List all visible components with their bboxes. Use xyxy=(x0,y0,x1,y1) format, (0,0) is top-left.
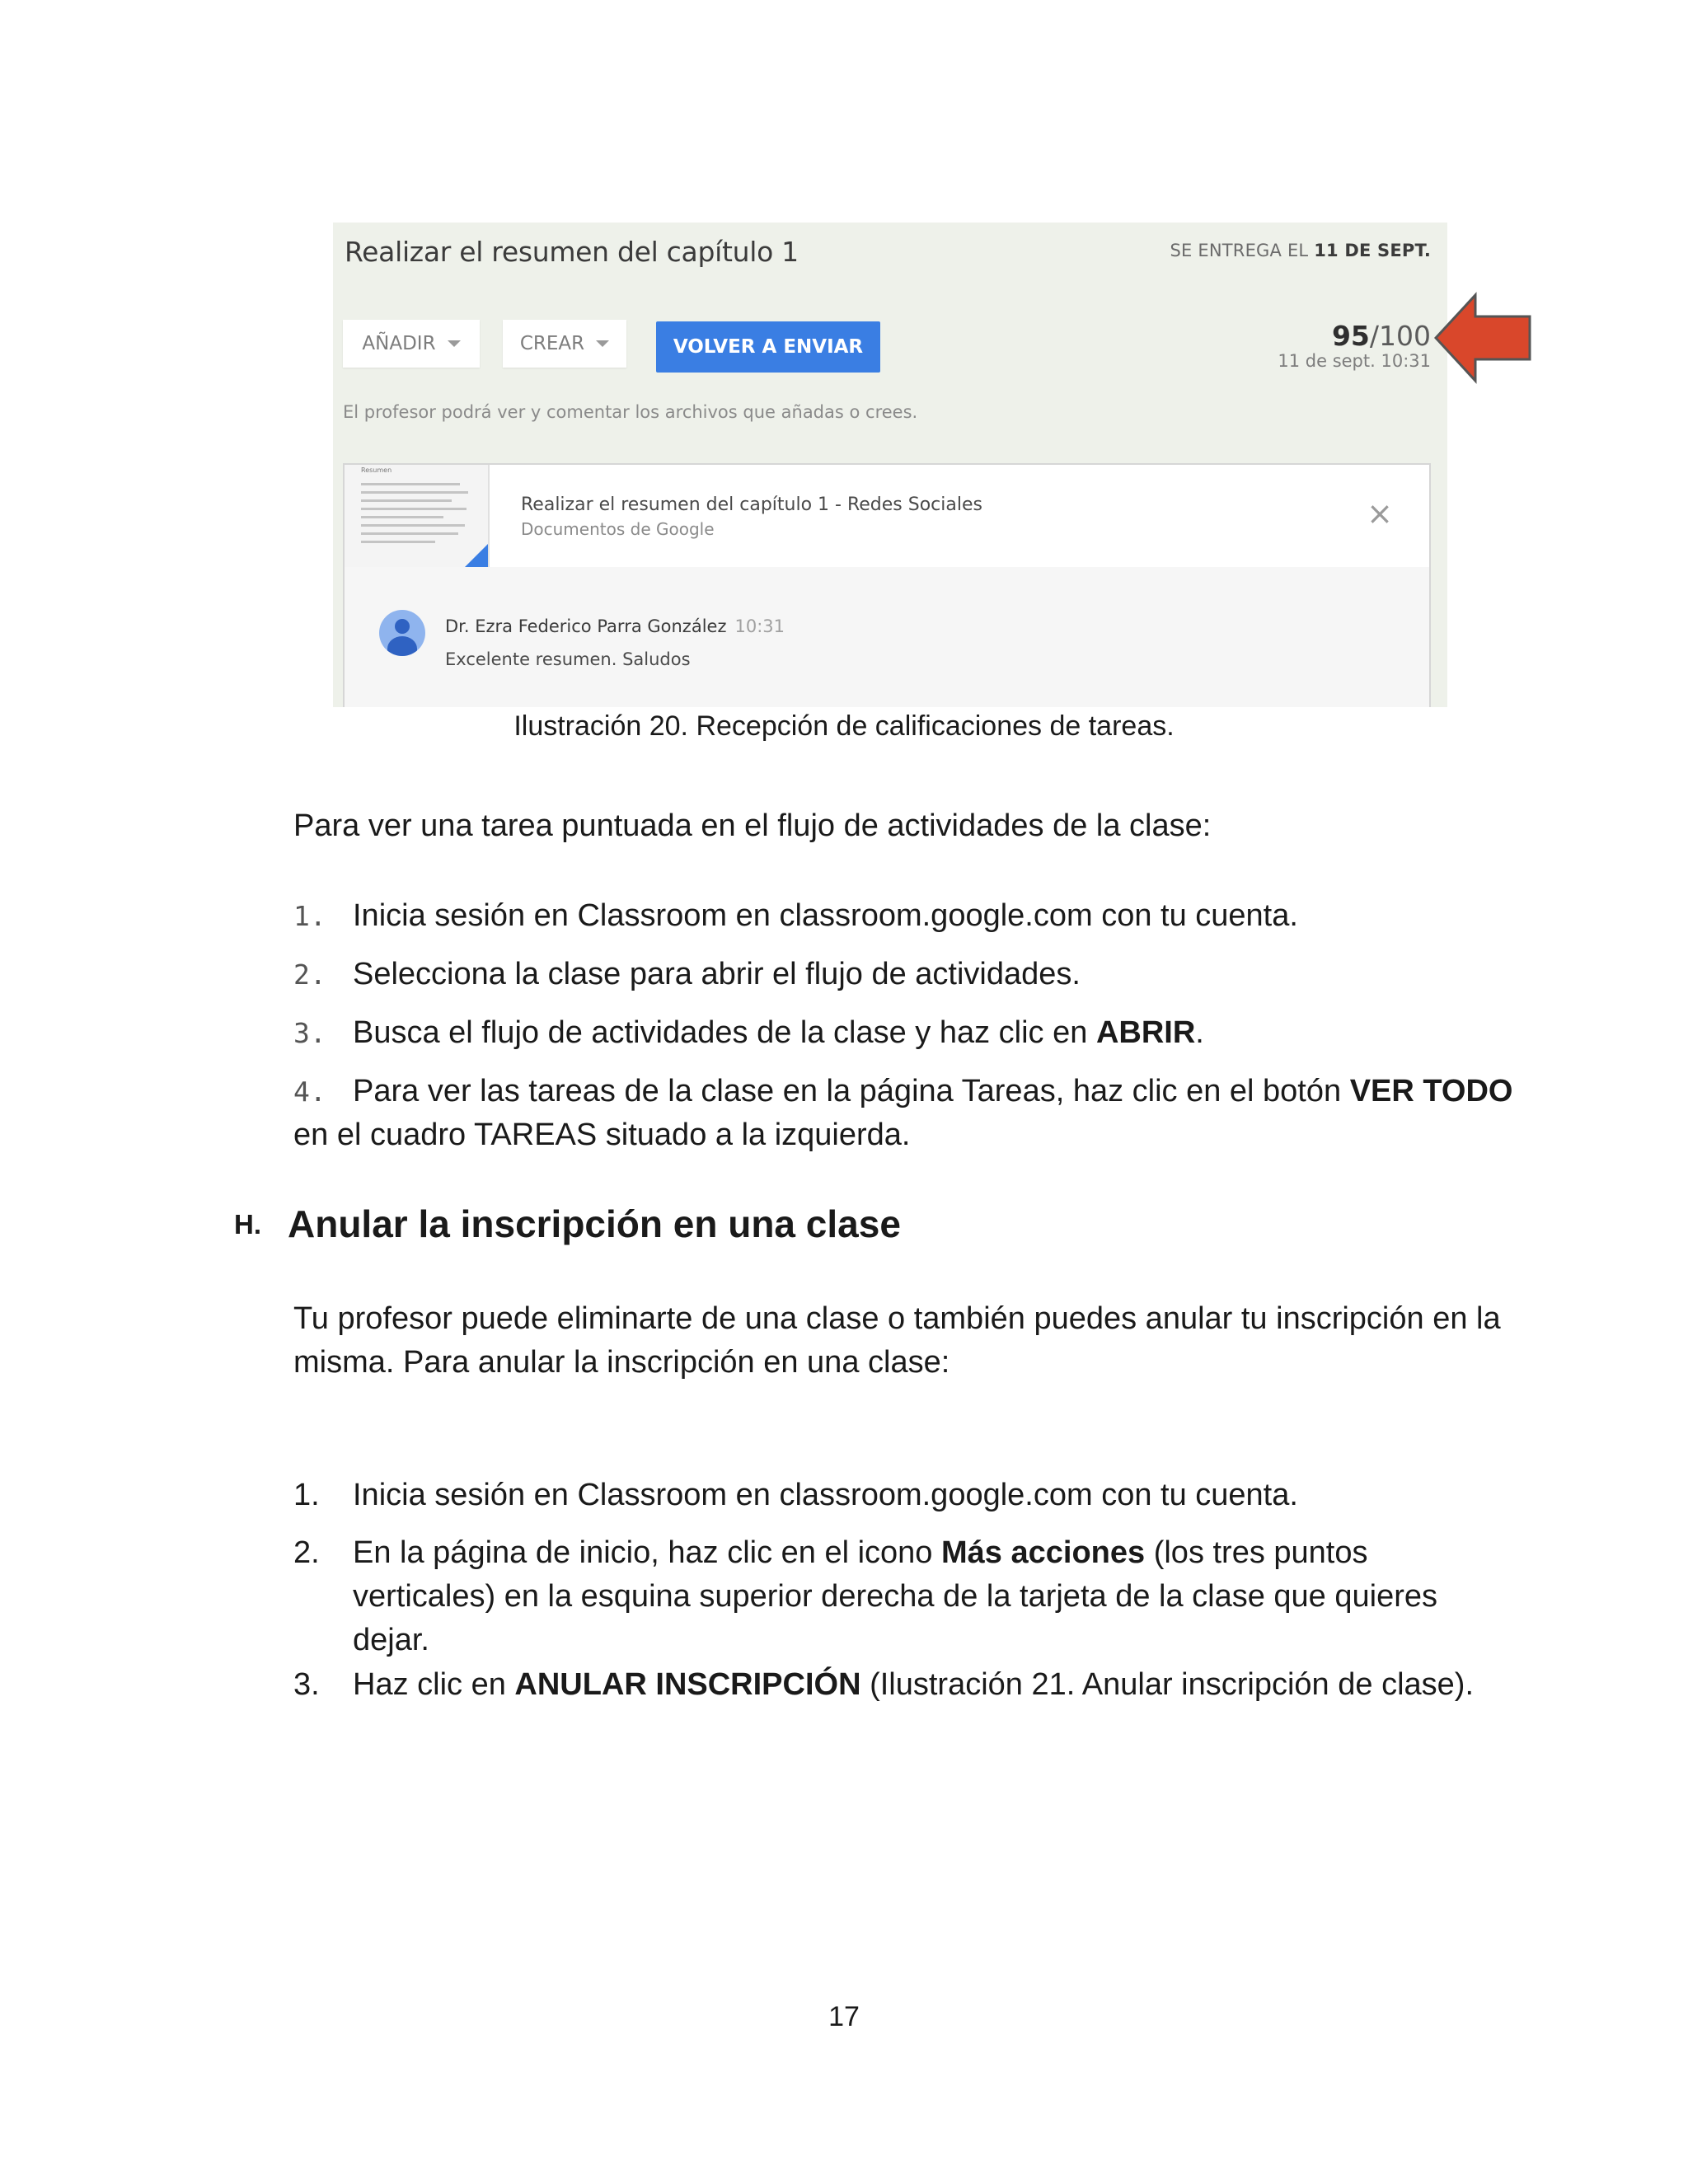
list-number: 2. xyxy=(293,958,326,991)
attachment-title[interactable]: Realizar el resumen del capítulo 1 - Redes Sociales xyxy=(521,494,982,515)
list-number: 1. xyxy=(293,1478,320,1512)
due-date-value: 11 DE SEPT. xyxy=(1314,241,1431,260)
document-thumbnail xyxy=(345,465,490,567)
add-button[interactable] xyxy=(343,320,480,368)
thumb-line xyxy=(361,516,443,518)
section-title: Anular la inscripción en una clase xyxy=(288,1202,901,1245)
avatar xyxy=(379,610,425,656)
text-run: . xyxy=(1195,1015,1204,1050)
thumb-line xyxy=(361,532,458,535)
private-comment xyxy=(343,567,1431,707)
chevron-down-icon xyxy=(596,340,609,347)
list-text xyxy=(353,1531,1507,1662)
resubmit-button[interactable]: VOLVER A ENVIAR xyxy=(656,321,880,373)
bold-run: VER TODO xyxy=(1349,1074,1513,1108)
bold-run: ANULAR INSCRIPCIÓN xyxy=(514,1667,861,1702)
list-text: Selecciona la clase para abrir el flujo de actividades. xyxy=(353,957,1081,991)
text-run: En la página de inicio, haz clic en el icono xyxy=(353,1535,942,1570)
thumb-line xyxy=(361,508,467,510)
comment-time: 10:31 xyxy=(734,616,785,636)
figure-caption: Ilustración 20. Recepción de calificaciones de tareas. xyxy=(513,710,1175,742)
grade-score: 95 xyxy=(1331,320,1370,352)
assignment-title: Realizar el resumen del capítulo 1 xyxy=(345,236,799,268)
list-text xyxy=(353,1663,1507,1707)
avatar-body xyxy=(387,636,417,656)
thumb-line xyxy=(361,524,465,527)
section-paragraph: Tu profesor puede eliminarte de una clase o también puedes anular tu inscripción en la misma. Para anular la inscripción en una clase: xyxy=(293,1301,1501,1380)
thumbnail-label: Resumen xyxy=(361,466,392,474)
list-text: Inicia sesión en Classroom en classroom.google.com con tu cuenta. xyxy=(353,1478,1298,1512)
text-run: (los tres puntos verticales) en la esquina superior derecha de la tarjeta de la clase que quieres dejar. xyxy=(353,1535,1438,1657)
comment-text: Excelente resumen. Saludos xyxy=(445,649,691,669)
list-text xyxy=(353,1011,1507,1055)
bold-run: Más acciones xyxy=(941,1535,1146,1570)
list-number: 1. xyxy=(293,900,326,932)
comment-author-name: Dr. Ezra Federico Parra González xyxy=(445,616,727,636)
docs-corner-icon xyxy=(465,544,488,567)
text-run: en el cuadro TAREAS situado a la izquierda. xyxy=(293,1118,911,1152)
grade-total: /100 xyxy=(1369,320,1431,352)
list-number: 4. xyxy=(293,1076,326,1108)
section-letter: H. xyxy=(234,1209,261,1240)
text-run: Para ver las tareas de la clase en la página Tareas, haz clic en el botón xyxy=(353,1074,1350,1108)
list-text: Inicia sesión en Classroom en classroom.google.com con tu cuenta. xyxy=(353,898,1298,933)
bold-run: ABRIR xyxy=(1095,1015,1196,1050)
thumb-line xyxy=(361,499,452,502)
close-icon[interactable]: × xyxy=(1367,495,1393,532)
attachment-type: Documentos de Google xyxy=(521,519,715,539)
due-date xyxy=(1170,241,1432,260)
due-prefix: SE ENTREGA EL xyxy=(1170,241,1315,260)
intro-paragraph: Para ver una tarea puntuada en el flujo de actividades de la clase: xyxy=(293,808,1212,843)
teacher-note: El profesor podrá ver y comentar los archivos que añadas o crees. xyxy=(343,402,918,422)
chevron-down-icon xyxy=(448,340,461,347)
attachment-card[interactable] xyxy=(343,463,1431,569)
thumb-line xyxy=(361,491,468,494)
callout-arrow-icon xyxy=(1434,292,1533,384)
arrow-shape xyxy=(1436,295,1530,381)
create-button-label: CREAR xyxy=(519,333,585,354)
section-heading xyxy=(234,1202,901,1246)
text-run: Haz clic en xyxy=(353,1667,515,1702)
list-number: 3. xyxy=(293,1017,326,1049)
thumb-line xyxy=(361,541,435,543)
avatar-head xyxy=(395,619,410,634)
list-item xyxy=(293,1070,1513,1157)
grade-date: 11 de sept. 10:31 xyxy=(1278,351,1431,371)
grade xyxy=(1332,320,1431,352)
text-run: (Ilustración 21. Anular inscripción de clase). xyxy=(860,1667,1474,1702)
create-button[interactable] xyxy=(503,320,626,368)
thumb-line xyxy=(361,483,460,485)
list-number: 2. xyxy=(293,1535,320,1570)
list-text xyxy=(293,1070,1513,1157)
list-number: 3. xyxy=(293,1667,320,1702)
comment-author xyxy=(445,616,785,636)
add-button-label: AÑADIR xyxy=(362,333,436,354)
page-number: 17 xyxy=(828,2001,860,2032)
assignment-screenshot xyxy=(333,223,1447,707)
text-run: Busca el flujo de actividades de la clase y haz clic en xyxy=(353,1015,1096,1050)
